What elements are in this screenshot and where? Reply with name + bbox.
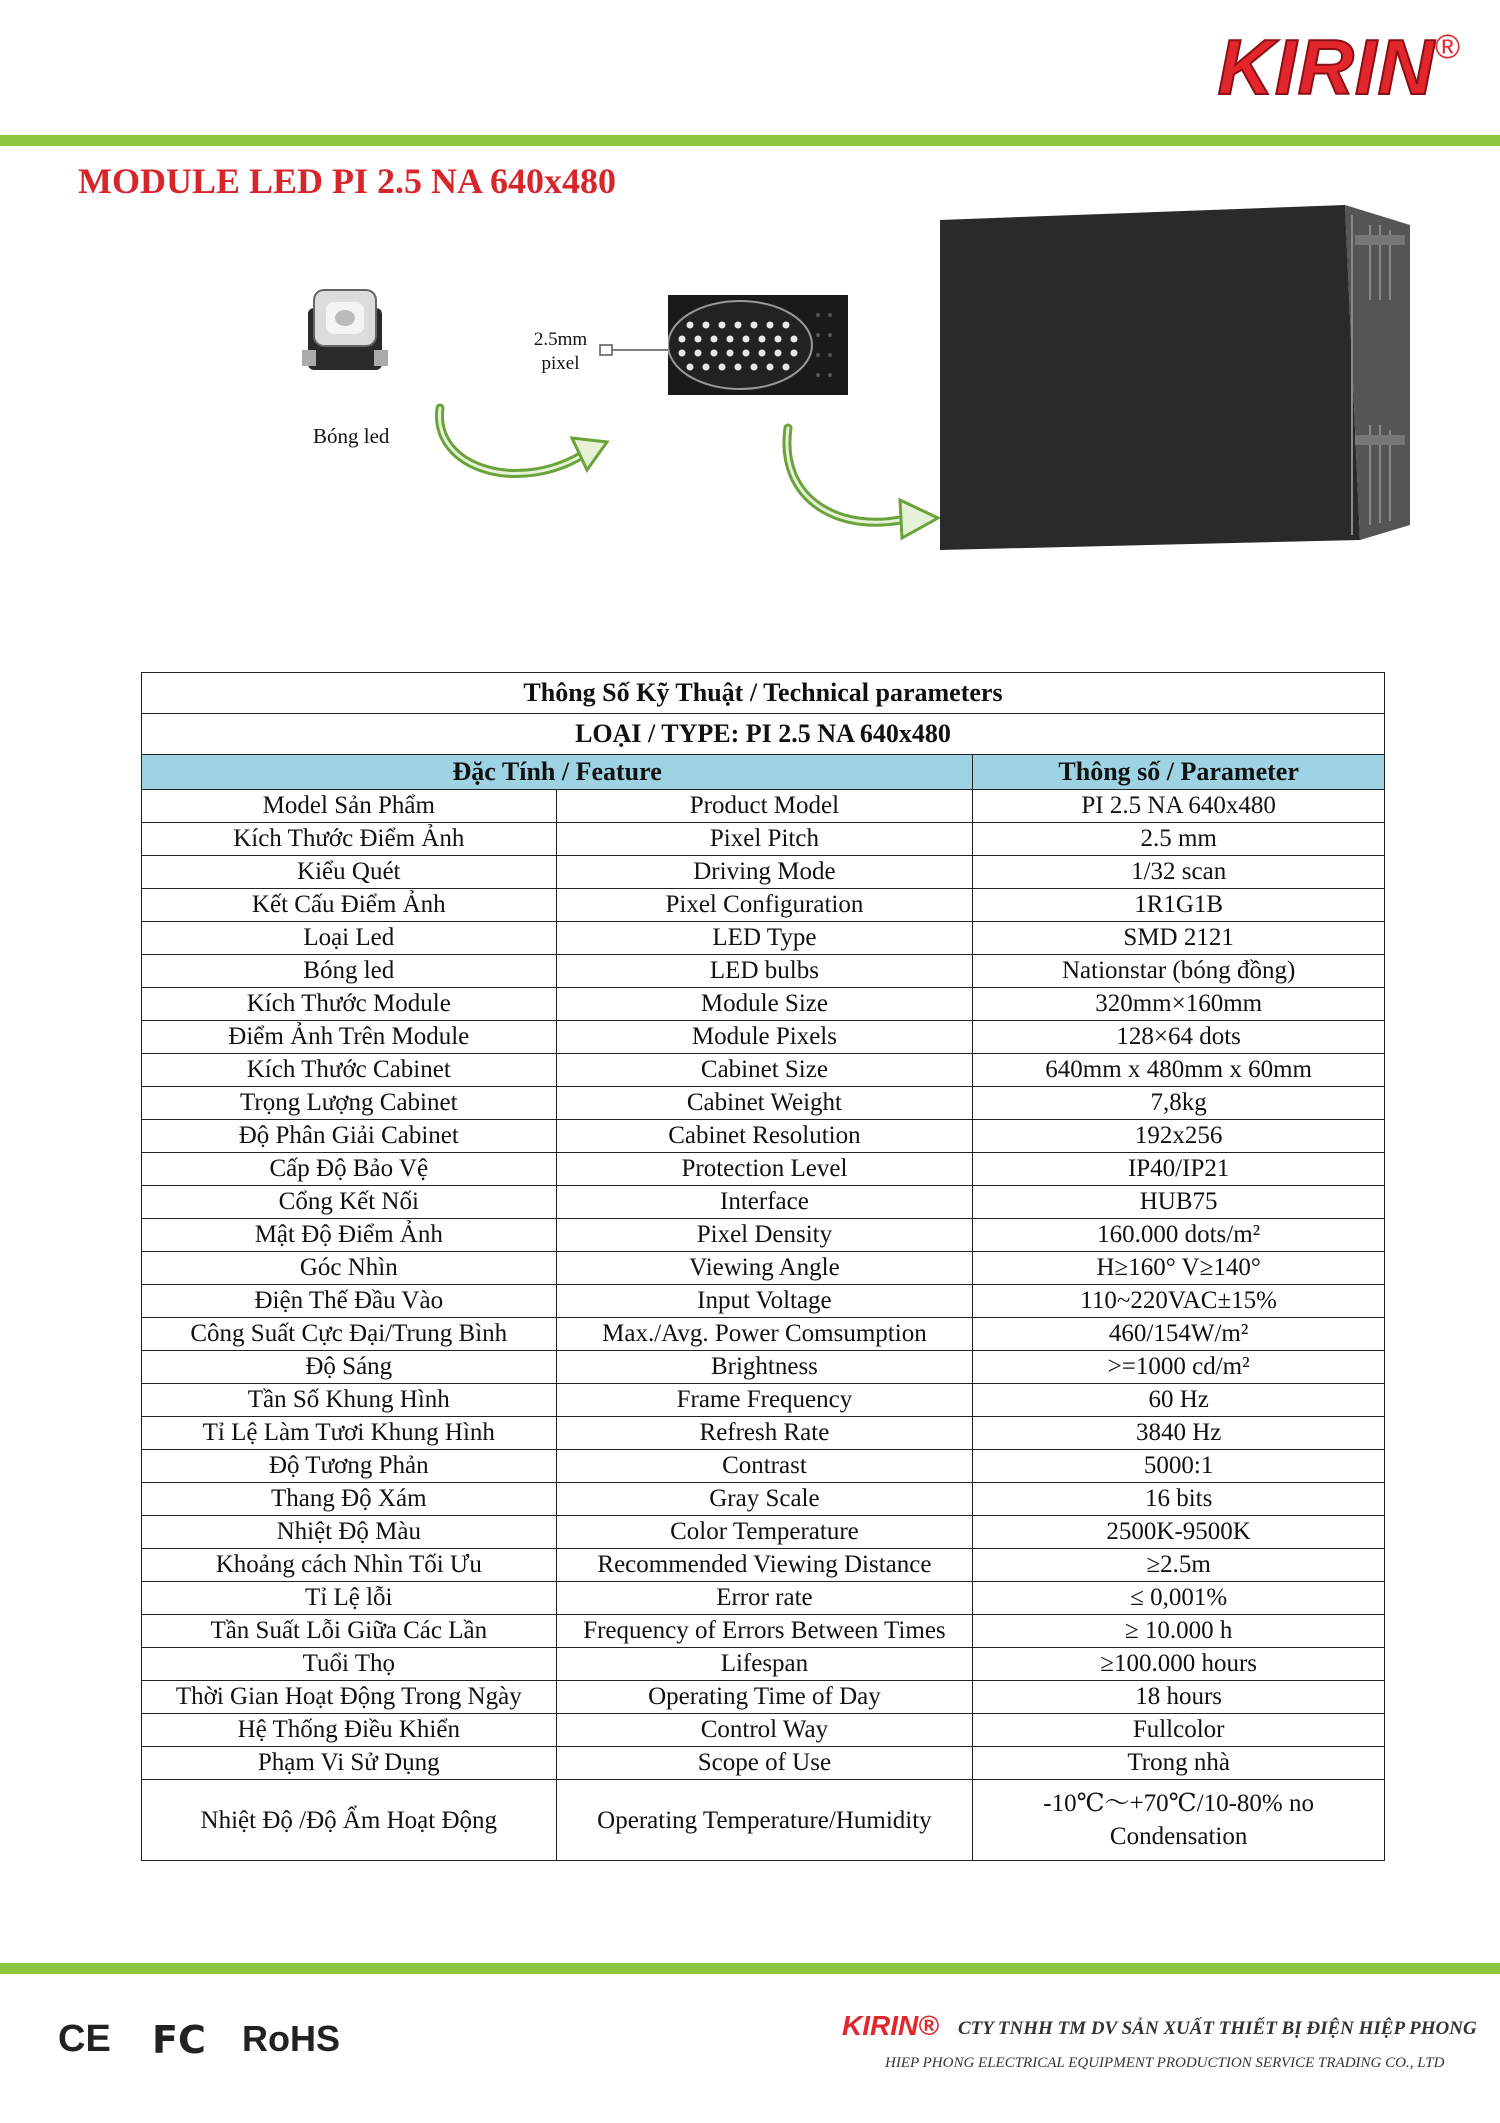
pixel-pointer-icon — [598, 340, 672, 360]
cell-val: PI 2.5 NA 640x480 — [973, 790, 1385, 823]
bottom-green-divider — [0, 1963, 1500, 1974]
cell-vi: Độ Phân Giải Cabinet — [142, 1120, 557, 1153]
cell-vi: Trọng Lượng Cabinet — [142, 1087, 557, 1120]
cell-val: 18 hours — [973, 1681, 1385, 1714]
cell-vi: Tuổi Thọ — [142, 1648, 557, 1681]
cell-en: Recommended Viewing Distance — [556, 1549, 973, 1582]
cell-en: Control Way — [556, 1714, 973, 1747]
logo-text: KIRIN — [1217, 23, 1435, 111]
table-row — [142, 1252, 1385, 1285]
rohs-mark: RoHS — [242, 2018, 340, 2059]
cell-val: 110~220VAC±15% — [973, 1285, 1385, 1318]
cell-val: ≤ 0,001% — [973, 1582, 1385, 1615]
cell-en: Pixel Density — [556, 1219, 973, 1252]
cell-val: 3840 Hz — [973, 1417, 1385, 1450]
table-header-title-row — [142, 673, 1385, 714]
bulb-label: Bóng led — [313, 424, 390, 448]
cell-en: Input Voltage — [556, 1285, 973, 1318]
cell-val: 128×64 dots — [973, 1021, 1385, 1054]
pixel-label-text: pixel — [541, 353, 580, 374]
cell-en: Driving Mode — [556, 856, 973, 889]
cell-vi: Bóng led — [142, 955, 557, 988]
cell-en: Gray Scale — [556, 1483, 973, 1516]
cell-val — [973, 1780, 1385, 1861]
footer-company-name: CTY TNHH TM DV SẢN XUẤT THIẾT BỊ ĐIỆN HIỆP PHONG — [958, 2018, 1477, 2039]
cell-vi: Nhiệt Độ Màu — [142, 1516, 557, 1549]
cell-val-line2: Condensation — [1109, 1823, 1248, 1850]
cell-vi: Công Suất Cực Đại/Trung Bình — [142, 1318, 557, 1351]
cell-val: 16 bits — [973, 1483, 1385, 1516]
table-row — [142, 1417, 1385, 1450]
cell-val: 7,8kg — [973, 1087, 1385, 1120]
column-header-parameter: Thông số / Parameter — [973, 755, 1385, 790]
cell-en: Scope of Use — [556, 1747, 973, 1780]
pixel-label-size: 2.5mm — [533, 329, 588, 350]
cell-en: LED bulbs — [556, 955, 973, 988]
cell-en: Interface — [556, 1186, 973, 1219]
table-row — [142, 823, 1385, 856]
table-row — [142, 889, 1385, 922]
cell-val: IP40/IP21 — [973, 1153, 1385, 1186]
cell-en: Contrast — [556, 1450, 973, 1483]
table-row — [142, 1153, 1385, 1186]
cell-en: Protection Level — [556, 1153, 973, 1186]
led-cabinet-image — [940, 205, 1410, 550]
cell-val: 160.000 dots/m² — [973, 1219, 1385, 1252]
cell-en: Color Temperature — [556, 1516, 973, 1549]
curved-arrow-icon — [432, 400, 632, 500]
cell-en: Error rate — [556, 1582, 973, 1615]
cell-vi: Thang Độ Xám — [142, 1483, 557, 1516]
table-row — [142, 1747, 1385, 1780]
table-row — [142, 1219, 1385, 1252]
ce-mark: CE — [58, 2018, 111, 2060]
cell-en: Operating Temperature/Humidity — [556, 1780, 973, 1861]
cell-en: Refresh Rate — [556, 1417, 973, 1450]
cell-val: SMD 2121 — [973, 922, 1385, 955]
table-row — [142, 856, 1385, 889]
cell-vi: Độ Sáng — [142, 1351, 557, 1384]
table-row — [142, 1648, 1385, 1681]
cell-val: 320mm×160mm — [973, 988, 1385, 1021]
cell-vi: Kích Thước Module — [142, 988, 557, 1021]
table-row — [142, 1549, 1385, 1582]
cell-val: 1R1G1B — [973, 889, 1385, 922]
cell-val: 460/154W/m² — [973, 1318, 1385, 1351]
cell-en: Brightness — [556, 1351, 973, 1384]
table-row — [142, 1318, 1385, 1351]
table-row — [142, 1582, 1385, 1615]
cell-vi: Mật Độ Điểm Ảnh — [142, 1219, 557, 1252]
cell-vi: Kiểu Quét — [142, 856, 557, 889]
cell-en: Frame Frequency — [556, 1384, 973, 1417]
cell-val: ≥100.000 hours — [973, 1648, 1385, 1681]
module-closeup-image — [668, 295, 848, 395]
cell-val-line1: -10℃～+70℃/10-80% no — [1043, 1790, 1314, 1817]
footer-kirin-logo: KIRIN® — [842, 2010, 939, 2041]
table-row — [142, 1021, 1385, 1054]
cell-val: Nationstar (bóng đồng) — [973, 955, 1385, 988]
fcc-mark: FC — [152, 2018, 206, 2062]
cell-vi: Thời Gian Hoạt Động Trong Ngày — [142, 1681, 557, 1714]
table-row — [142, 1054, 1385, 1087]
cell-en: Product Model — [556, 790, 973, 823]
table-row — [142, 790, 1385, 823]
cell-en: Operating Time of Day — [556, 1681, 973, 1714]
cell-val: 640mm x 480mm x 60mm — [973, 1054, 1385, 1087]
cell-vi: Góc Nhìn — [142, 1252, 557, 1285]
spec-table — [141, 672, 1385, 1861]
cell-val: >=1000 cd/m² — [973, 1351, 1385, 1384]
table-row — [142, 1384, 1385, 1417]
cell-vi: Loại Led — [142, 922, 557, 955]
pixel-label — [528, 328, 593, 376]
cell-en: Max./Avg. Power Comsumption — [556, 1318, 973, 1351]
cell-en: Viewing Angle — [556, 1252, 973, 1285]
table-row — [142, 1516, 1385, 1549]
table-header-title: Thông Số Kỹ Thuật / Technical parameters — [142, 673, 1385, 714]
table-row — [142, 1450, 1385, 1483]
cell-en: Pixel Configuration — [556, 889, 973, 922]
cell-en: Cabinet Resolution — [556, 1120, 973, 1153]
cell-val: 2500K-9500K — [973, 1516, 1385, 1549]
cell-val: 1/32 scan — [973, 856, 1385, 889]
cell-vi: Nhiệt Độ /Độ Ẩm Hoạt Động — [142, 1780, 557, 1861]
table-row — [142, 1186, 1385, 1219]
table-row — [142, 1285, 1385, 1318]
table-row — [142, 955, 1385, 988]
cell-vi: Độ Tương Phản — [142, 1450, 557, 1483]
cell-vi: Điểm Ảnh Trên Module — [142, 1021, 557, 1054]
cell-en: Cabinet Weight — [556, 1087, 973, 1120]
kirin-logo — [1218, 22, 1460, 113]
cell-en: Module Size — [556, 988, 973, 1021]
cell-vi: Cổng Kết Nối — [142, 1186, 557, 1219]
cell-en: Lifespan — [556, 1648, 973, 1681]
table-row — [142, 988, 1385, 1021]
cell-val: 192x256 — [973, 1120, 1385, 1153]
cell-val: Trong nhà — [973, 1747, 1385, 1780]
table-column-header-row — [142, 755, 1385, 790]
cell-val: ≥ 10.000 h — [973, 1615, 1385, 1648]
table-row — [142, 1087, 1385, 1120]
column-header-feature: Đặc Tính / Feature — [142, 755, 973, 790]
cell-val: ≥2.5m — [973, 1549, 1385, 1582]
cell-vi: Kích Thước Điểm Ảnh — [142, 823, 557, 856]
cell-val: 60 Hz — [973, 1384, 1385, 1417]
cell-vi: Kết Cấu Điểm Ảnh — [142, 889, 557, 922]
logo-registered-mark: ® — [1434, 28, 1460, 66]
cell-en: Module Pixels — [556, 1021, 973, 1054]
table-header-type-row — [142, 714, 1385, 755]
cell-vi: Tỉ Lệ Làm Tươi Khung Hình — [142, 1417, 557, 1450]
cell-en: Pixel Pitch — [556, 823, 973, 856]
cell-en: LED Type — [556, 922, 973, 955]
table-row-last — [142, 1780, 1385, 1861]
table-row — [142, 922, 1385, 955]
cell-vi: Cấp Độ Bảo Vệ — [142, 1153, 557, 1186]
table-row — [142, 1714, 1385, 1747]
cell-val: H≥160° V≥140° — [973, 1252, 1385, 1285]
table-row — [142, 1615, 1385, 1648]
led-bulb-image — [300, 280, 390, 380]
cell-vi: Kích Thước Cabinet — [142, 1054, 557, 1087]
cell-val: Fullcolor — [973, 1714, 1385, 1747]
cell-vi: Model Sản Phẩm — [142, 790, 557, 823]
cell-vi: Hệ Thống Điều Khiển — [142, 1714, 557, 1747]
table-header-type: LOẠI / TYPE: PI 2.5 NA 640x480 — [142, 714, 1385, 755]
table-row — [142, 1351, 1385, 1384]
cell-en: Cabinet Size — [556, 1054, 973, 1087]
cell-vi: Điện Thế Đầu Vào — [142, 1285, 557, 1318]
curved-arrow-icon-2 — [770, 420, 950, 550]
cell-val: 5000:1 — [973, 1450, 1385, 1483]
cell-vi: Phạm Vi Sử Dụng — [142, 1747, 557, 1780]
cell-val: 2.5 mm — [973, 823, 1385, 856]
table-row — [142, 1681, 1385, 1714]
page-title: MODULE LED PI 2.5 NA 640x480 — [78, 161, 617, 201]
footer-company-name-en: HIEP PHONG ELECTRICAL EQUIPMENT PRODUCTION SERVICE TRADING CO., LTD — [885, 2055, 1445, 2071]
cell-vi: Khoảng cách Nhìn Tối Ưu — [142, 1549, 557, 1582]
top-green-divider — [0, 135, 1500, 146]
cell-vi: Tần Số Khung Hình — [142, 1384, 557, 1417]
cell-val: HUB75 — [973, 1186, 1385, 1219]
cell-en: Frequency of Errors Between Times — [556, 1615, 973, 1648]
cell-vi: Tần Suất Lỗi Giữa Các Lần — [142, 1615, 557, 1648]
cell-vi: Tỉ Lệ lỗi — [142, 1582, 557, 1615]
table-row — [142, 1120, 1385, 1153]
table-row — [142, 1483, 1385, 1516]
